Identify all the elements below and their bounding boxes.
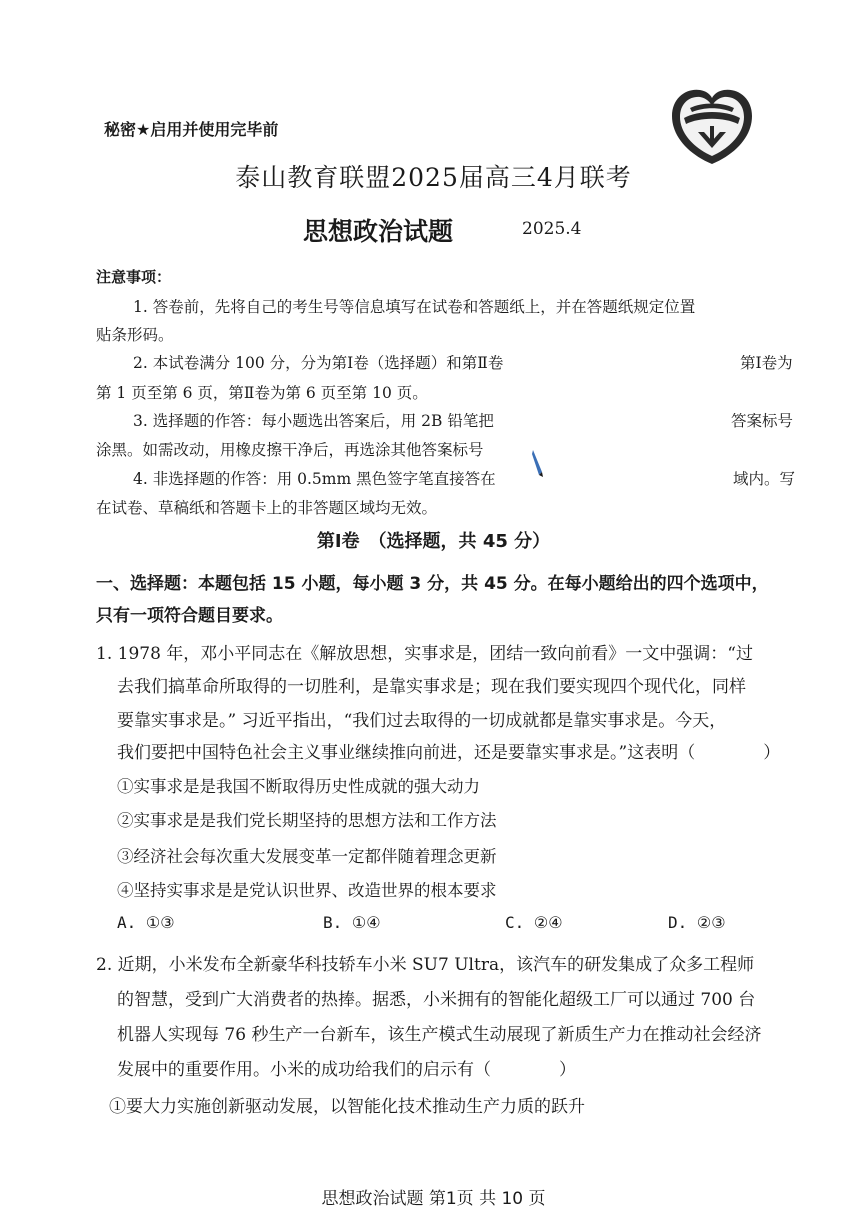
section-title: 第Ⅰ卷 （选择题，共 45 分） (316, 531, 551, 552)
choice-c: C. ②④ (505, 913, 563, 932)
notes-heading: 注意事项： (96, 268, 172, 286)
note-line: 3. 选择题的作答：每小题选出答案后，用 2B 铅笔把 (133, 412, 494, 430)
question-1-text: 我们要把中国特色社会主义事业继续推向前进，还是要靠实事求是。”这表明（ ） (117, 743, 781, 763)
choice-b: B. ①④ (323, 913, 381, 932)
note-line: 2. 本试卷满分 100 分，分为第Ⅰ卷（选择题）和第Ⅱ卷 (133, 354, 504, 372)
note-line: 涂黑。如需改动，用橡皮擦干净后，再选涂其他答案标号 (96, 441, 484, 459)
question-2-statement: ①要大力实施创新驱动发展，以智能化技术推动生产力质的跃升 (109, 1097, 585, 1117)
exam-main-title: 泰山教育联盟2025届高三4月联考 (235, 163, 632, 192)
note-line: 第 1 页至第 6 页，第Ⅱ卷为第 6 页至第 10 页。 (96, 384, 428, 402)
section-instruction: 只有一项符合题目要求。 (96, 606, 283, 626)
page-footer: 思想政治试题 第1页 共 10 页 (321, 1189, 546, 1209)
subject-title: 思想政治试题 (303, 217, 454, 246)
note-line: 在试卷、草稿纸和答题卡上的非答题区域均无效。 (96, 499, 438, 517)
note-line: 4. 非选择题的作答：用 0.5mm 黑色签字笔直接答在 (133, 470, 496, 488)
exam-date: 2025.4 (522, 219, 582, 239)
question-1-statement: ②实事求是是我们党长期坚持的思想方法和工作方法 (117, 811, 497, 830)
note-line: 贴条形码。 (96, 326, 174, 344)
question-1-statement: ①实事求是是我国不断取得历史性成就的强大动力 (117, 777, 480, 796)
pen-mark-icon (530, 448, 546, 478)
confidential-label: 秘密★启用并使用完毕前 (104, 120, 279, 139)
note-line: 第Ⅰ卷为 (740, 354, 793, 372)
question-2-text: 发展中的重要作用。小米的成功给我们的启示有（ ） (117, 1060, 576, 1080)
question-2-text: 2. 近期，小米发布全新豪华科技轿车小米 SU7 Ultra，该汽车的研发集成了众多工程师 (96, 955, 755, 975)
section-instruction: 一、选择题：本题包括 15 小题，每小题 3 分，共 45 分。在每小题给出的四个选项中， (96, 574, 769, 594)
note-line: 域内。写 (733, 470, 796, 488)
question-1-statement: ④坚持实事求是是党认识世界、改造世界的根本要求 (117, 881, 497, 900)
seal-emblem-icon (668, 84, 756, 168)
note-line: 答案标号 (731, 412, 794, 430)
choice-a: A. ①③ (117, 913, 175, 932)
question-1-statement: ③经济社会每次重大发展变革一定都伴随着理念更新 (117, 847, 497, 866)
note-line: 1. 答卷前，先将自己的考生号等信息填写在试卷和答题纸上，并在答题纸规定位置 (133, 298, 696, 316)
obscured-region (548, 345, 726, 495)
question-1-text: 1. 1978 年，邓小平同志在《解放思想，实事求是，团结一致向前看》一文中强调：“过 (96, 644, 753, 664)
question-1-text: 要靠实事求是。” 习近平指出，“我们过去取得的一切成就都是靠实事求是。今天， (117, 711, 727, 731)
question-2-text: 的智慧，受到广大消费者的热捧。据悉，小米拥有的智能化超级工厂可以通过 700 台 (117, 990, 756, 1010)
choice-d: D. ②③ (668, 913, 726, 932)
question-1-text: 去我们搞革命所取得的一切胜利，是靠实事求是；现在我们要实现四个现代化，同样 (117, 677, 746, 697)
question-2-text: 机器人实现每 76 秒生产一台新车，该生产模式生动展现了新质生产力在推动社会经济 (117, 1025, 762, 1045)
